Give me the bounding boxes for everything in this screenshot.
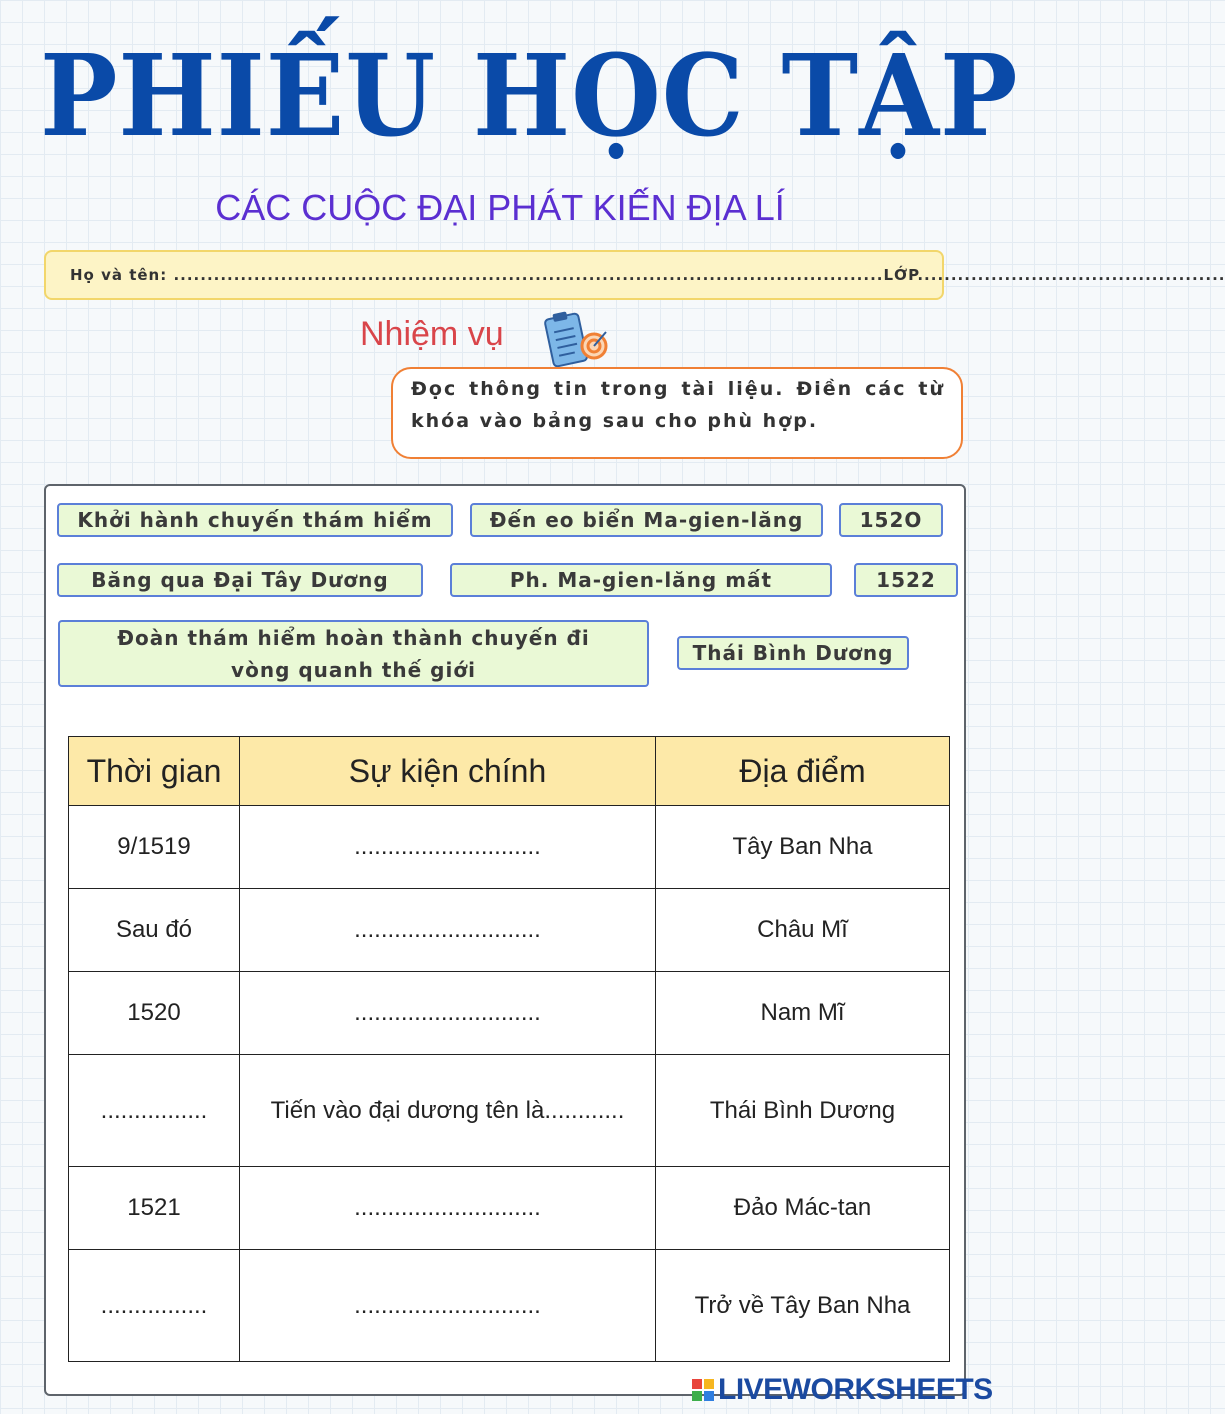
cell-event-blank[interactable]: ............................ (240, 972, 656, 1055)
keyword-chip[interactable]: Băng qua Đại Tây Dương (57, 563, 423, 597)
student-info-box (44, 250, 1225, 300)
liveworksheets-brand: LIVEWORKSHEETS (718, 1373, 993, 1406)
cell-event-blank[interactable]: ............................ (240, 1167, 656, 1250)
student-info-line[interactable]: Họ và tên: ..........................................................................................................LỚP.............................................. (70, 266, 1225, 284)
cell-place: Nam Mĩ (656, 972, 950, 1055)
cell-place: Trở về Tây Ban Nha (656, 1250, 950, 1362)
page-subtitle: CÁC CUỘC ĐẠI PHÁT KIẾN ĐỊA LÍ (215, 187, 785, 228)
cell-time: 1520 (69, 972, 240, 1055)
table-row (69, 1250, 950, 1362)
cell-event-blank[interactable]: ............................ (240, 1250, 656, 1362)
keyword-chip[interactable]: Đoàn thám hiểm hoàn thành chuyến đi vòng quanh thế giới (58, 620, 649, 687)
table-row (69, 889, 950, 972)
cell-time: 9/1519 (69, 806, 240, 889)
header-time: Thời gian (69, 737, 240, 806)
keyword-chip[interactable]: Đến eo biển Ma-gien-lăng (470, 503, 823, 537)
table-row (69, 806, 950, 889)
task-instruction: Đọc thông tin trong tài liệu. Điền các từ khóa vào bảng sau cho phù hợp. (411, 378, 945, 432)
keyword-chip[interactable]: Thái Bình Dương (677, 636, 909, 670)
cell-event-blank[interactable]: ............................ (240, 806, 656, 889)
liveworksheets-logo-icon (692, 1379, 714, 1401)
cell-place: Châu Mĩ (656, 889, 950, 972)
cell-time: 1521 (69, 1167, 240, 1250)
cell-place: Đảo Mác-tan (656, 1167, 950, 1250)
page-title: PHIẾU HỌC TẬP (40, 31, 1019, 162)
table-header-row (69, 737, 950, 806)
events-table (68, 736, 950, 1362)
liveworksheets-logo[interactable] (692, 1372, 993, 1408)
keyword-chip[interactable]: 152O (839, 503, 943, 537)
cell-event-blank[interactable]: Tiến vào đại dương tên là............ (240, 1055, 656, 1167)
header-place: Địa điểm (656, 737, 950, 806)
task-heading: Nhiệm vụ (360, 315, 504, 353)
keyword-chip[interactable]: 1522 (854, 563, 958, 597)
task-instruction-box (391, 367, 963, 459)
header-event: Sự kiện chính (240, 737, 656, 806)
clipboard-target-icon (544, 310, 610, 368)
keyword-chip[interactable]: Ph. Ma-gien-lăng mất (450, 563, 832, 597)
table-row (69, 1055, 950, 1167)
keyword-chip[interactable]: Khởi hành chuyến thám hiểm (57, 503, 453, 537)
cell-time: Sau đó (69, 889, 240, 972)
cell-time-blank[interactable]: ................ (69, 1055, 240, 1167)
table-row (69, 1167, 950, 1250)
cell-place: Tây Ban Nha (656, 806, 950, 889)
cell-event-blank[interactable]: ............................ (240, 889, 656, 972)
cell-place: Thái Bình Dương (656, 1055, 950, 1167)
cell-time-blank[interactable]: ................ (69, 1250, 240, 1362)
table-row (69, 972, 950, 1055)
